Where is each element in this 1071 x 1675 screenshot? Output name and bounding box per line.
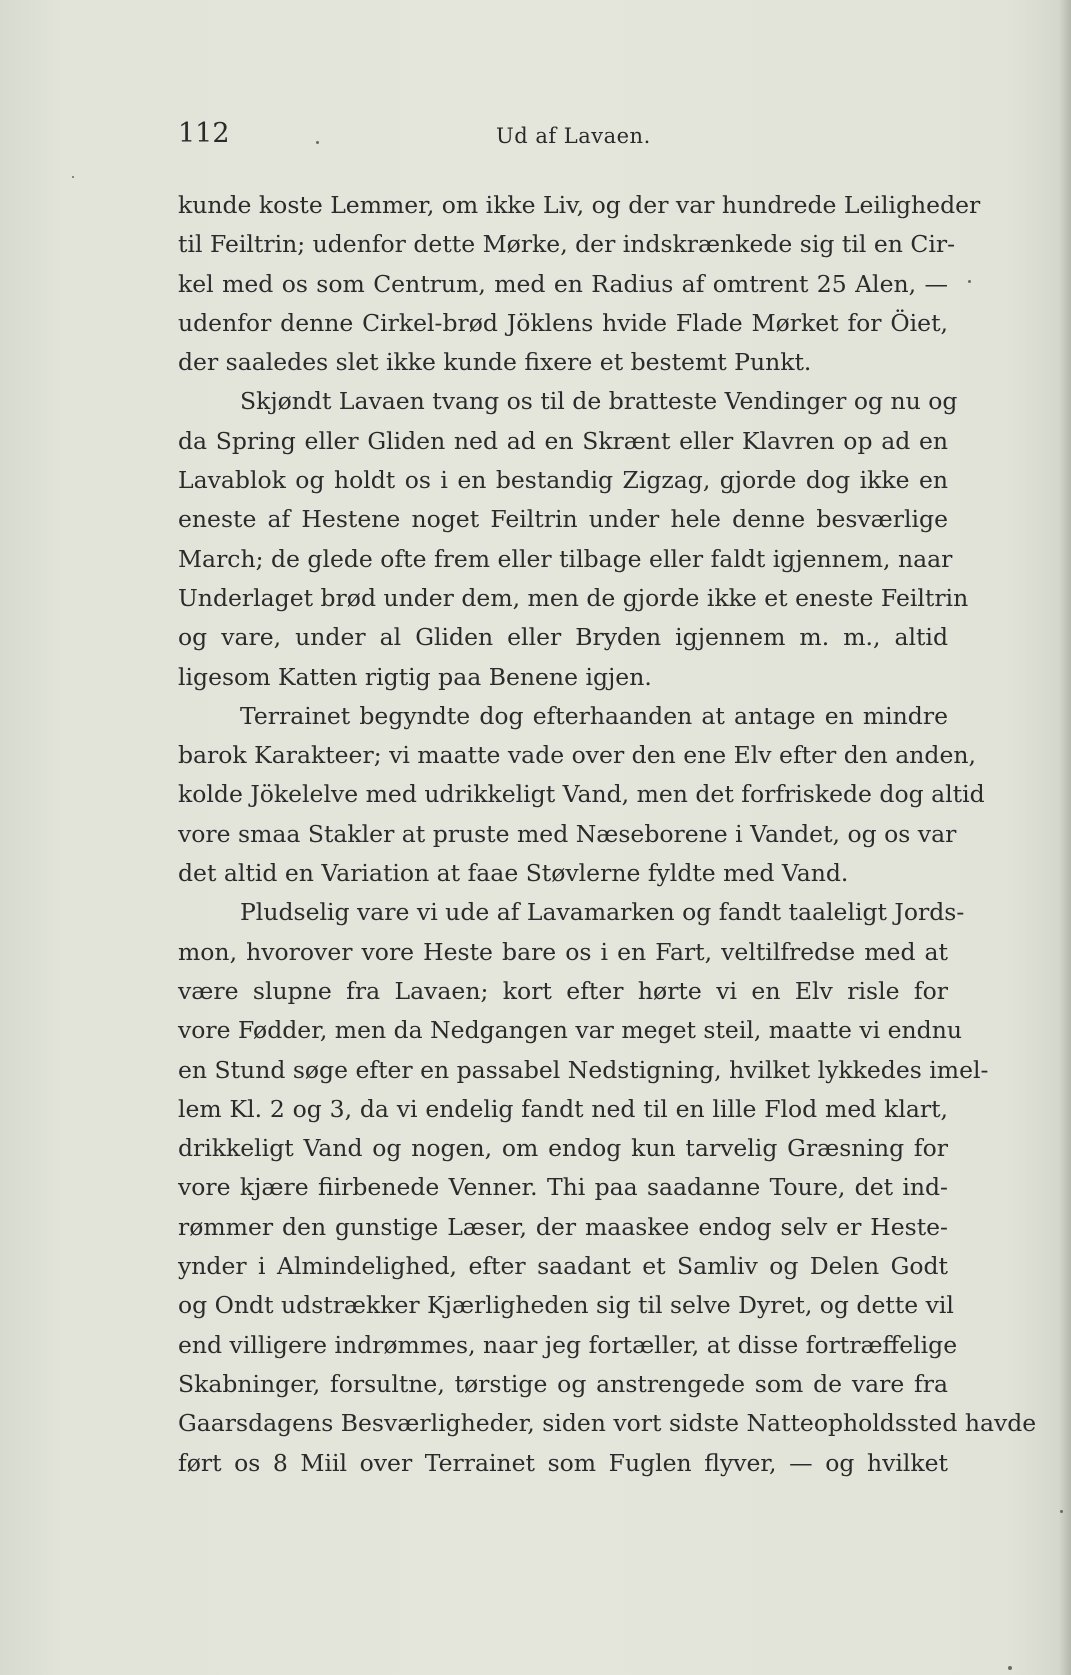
paragraph-start-line: Skjøndt Lavaen tvang os til de bratteste Vendinger og nu og [240,387,958,416]
paper-speck [316,141,319,144]
text-line: ført os 8 Miil over Terrainet som Fuglen flyver, — og hvilket [178,1448,948,1477]
text-line: en Stund søge efter en passabel Nedstigning, hvilket lykkedes imel- [178,1055,989,1084]
page-number: 112 [178,118,230,149]
text-line: vore smaa Stakler at pruste med Næseborene i Vandet, og os var [178,819,957,848]
text-line: da Spring eller Gliden ned ad en Skrænt eller Klavren op ad en [178,426,948,455]
text-line: og vare, under al Gliden eller Bryden igjennem m. m., altid [178,623,948,652]
text-line: kolde Jökelelve med udrikkeligt Vand, men det forfriskede dog altid [178,780,985,809]
text-line: Lavablok og holdt os i en bestandig Zigzag, gjorde dog ikke en [178,466,948,495]
text-line: udenfor denne Cirkel-brød Jöklens hvide Flade Mørket for Öiet, [178,308,948,337]
text-line: være slupne fra Lavaen; kort efter hørte vi en Elv risle for [178,976,948,1005]
text-line: til Feiltrin; udenfor dette Mørke, der indskrænkede sig til en Cir- [178,230,956,259]
text-line: rømmer den gunstige Læser, der maaskee endog selv er Heste- [178,1212,948,1241]
text-line: vore Fødder, men da Nedgangen var meget steil, maatte vi endnu [178,1016,962,1045]
paper-speck [1060,1510,1063,1513]
paper-speck [1008,1666,1012,1670]
text-line: barok Karakteer; vi maatte vade over den ene Elv efter den anden, [178,741,976,770]
text-line: eneste af Hestene noget Feiltrin under hele denne besværlige [178,505,948,534]
page-edge-shadow [1059,0,1071,1675]
text-line: Gaarsdagens Besværligheder, siden vort sidste Natteopholdssted havde [178,1409,1037,1438]
text-line: mon, hvorover vore Heste bare os i en Fart, veltilfredse med at [178,937,948,966]
text-line: det altid en Variation at faae Støvlerne fyldte med Vand. [178,859,849,888]
text-line: end villigere indrømmes, naar jeg fortæller, at disse fortræffelige [178,1330,958,1359]
running-title: Ud af Lavaen. [496,124,651,148]
text-line: og Ondt udstrækker Kjærligheden sig til selve Dyret, og dette vil [178,1291,954,1320]
page-header [178,118,948,154]
body-text [178,186,1037,1483]
text-line: kel med os som Centrum, med en Radius af omtrent 25 Alen, — [178,269,948,298]
text-line: Underlaget brød under dem, men de gjorde ikke et eneste Feiltrin [178,583,969,612]
paragraph-start-line: Terrainet begyndte dog efterhaanden at antage en mindre [240,701,948,730]
text-line: der saaledes slet ikke kunde fixere et bestemt Punkt. [178,348,812,377]
paragraph-start-line: Pludselig vare vi ude af Lavamarken og fandt taaleligt Jords- [240,898,965,927]
text-line: lem Kl. 2 og 3, da vi endelig fandt ned til en lille Flod med klart, [178,1094,948,1123]
text-line: drikkeligt Vand og nogen, om endog kun tarvelig Græsning for [178,1134,948,1163]
paper-speck [72,176,74,178]
paper-speck [968,280,971,283]
text-line: kunde koste Lemmer, om ikke Liv, og der var hundrede Leiligheder [178,191,981,219]
text-line: March; de glede ofte frem eller tilbage eller faldt igjennem, naar [178,544,953,573]
text-line: ynder i Almindelighed, efter saadant et Samliv og Delen Godt [178,1252,948,1281]
text-line: Skabninger, forsultne, tørstige og anstrengede som de vare fra [178,1369,948,1398]
text-line: ligesom Katten rigtig paa Benene igjen. [178,662,652,691]
text-line: vore kjære fiirbenede Venner. Thi paa saadanne Toure, det ind- [178,1173,948,1202]
